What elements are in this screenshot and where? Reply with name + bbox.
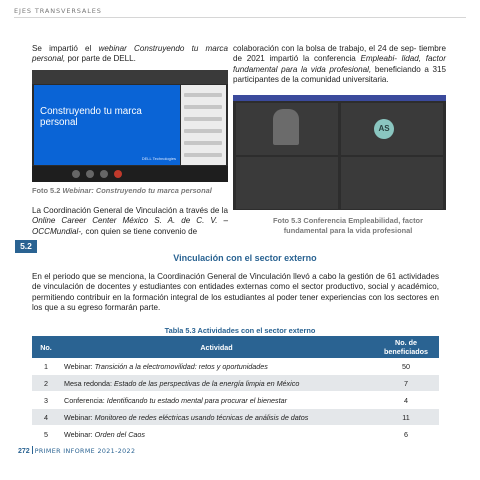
activity-name: Orden del Caos — [94, 429, 145, 439]
beneficiaries-count: 50 — [373, 358, 439, 375]
para-text: colaboración con la bolsa de trabajo, el 24 de sep- tiembre de 2021 impartió la conferencia — [233, 44, 446, 64]
table-row — [32, 358, 439, 375]
table-row — [32, 409, 439, 426]
row-number: 2 — [32, 375, 60, 392]
mic-icon — [72, 170, 80, 178]
para-emphasis: webinar Construyendo tu marca personal, — [32, 44, 228, 64]
activity-name: Monitoreo de redes eléctricas usando técnicas de análisis de datos — [94, 412, 309, 422]
row-number: 1 — [32, 358, 60, 375]
camera-icon — [86, 170, 94, 178]
col2-paragraph-1 — [233, 44, 446, 85]
activity-cell — [60, 358, 373, 375]
activity-type: Mesa redonda: — [64, 378, 112, 388]
row-number: 5 — [32, 426, 60, 443]
caption-line: Foto 5.3 Conferencia Empleabilidad, factor — [273, 216, 423, 225]
activities-table — [32, 336, 439, 443]
para-text: Se impartió el — [32, 44, 99, 53]
header-divider — [14, 17, 466, 18]
beneficiaries-count: 4 — [373, 392, 439, 409]
activity-name: Estado de las perspectivas de la energía limpia en México — [113, 378, 300, 388]
participant-row — [184, 93, 222, 97]
beneficiaries-count: 11 — [373, 409, 439, 426]
share-icon — [100, 170, 108, 178]
photo-webinar-dell — [32, 70, 228, 182]
slide-title: Construyendo tu marca personal — [40, 106, 142, 128]
activity-cell — [60, 426, 373, 443]
table-row — [32, 426, 439, 443]
participant-row — [184, 129, 222, 133]
para-text: La Coordinación General de Vinculación a través de la — [32, 206, 228, 215]
photo-caption-5-3 — [258, 216, 438, 235]
para-emphasis: Empleabi- lidad, factor fundamental para la vida profesional, — [233, 54, 446, 74]
hangup-icon — [114, 170, 122, 178]
activity-name: Identificando tu estado mental para procurar el bienestar — [106, 395, 287, 405]
participants-panel — [181, 85, 226, 165]
activity-type: Webinar: — [64, 429, 93, 439]
activity-type: Conferencia: — [64, 395, 105, 405]
body-paragraph: En el periodo que se menciona, la Coordinación General de Vinculación llevó a cabo la gestión de 61 actividades de vinculación de docentes y estudiantes con entidades externas como el sector productivo, social y académico, permitiendo contribuir en la formación integral de los estudiantes al poder tener experiencias con los sectores en los que a su egreso formarán parte. — [32, 272, 439, 312]
beneficiaries-count: 6 — [373, 426, 439, 443]
col1-paragraph-1 — [32, 44, 228, 65]
col1-paragraph-2 — [32, 206, 228, 237]
caption-line: fundamental para la vida profesional — [283, 225, 413, 235]
meeting-toolbar — [32, 70, 228, 84]
section-header: EJES TRANSVERSALES — [14, 7, 102, 15]
participant-row — [184, 153, 222, 157]
table-row — [32, 392, 439, 409]
table-row — [32, 375, 439, 392]
activity-cell — [60, 392, 373, 409]
para-text: beneficiando a 315 participantes de la comunidad universitaria. — [233, 64, 447, 84]
column-header: No. de beneficiados — [384, 338, 428, 356]
page-footer — [18, 446, 135, 455]
caption-label: Foto 5.2 — [32, 186, 61, 195]
para-text: por parte de DELL. — [65, 54, 136, 64]
participant-row — [184, 117, 222, 121]
participant-photo — [273, 109, 299, 145]
video-tile — [236, 157, 338, 209]
photo-conference-empleabilidad — [233, 95, 446, 210]
footer-divider — [32, 446, 33, 454]
activity-type: Webinar: — [64, 412, 93, 422]
table-header-row — [32, 336, 439, 358]
activity-type: Webinar: — [64, 361, 93, 371]
para-emphasis: Online Career Center México S. A. de C. V. –OCCMundial-, — [32, 216, 228, 236]
column-header: Actividad — [200, 342, 233, 352]
participant-row — [184, 105, 222, 109]
section-number-badge: 5.2 — [15, 240, 37, 253]
slide-footer: DELL Technologies — [141, 156, 176, 161]
participant-row — [184, 141, 222, 145]
beneficiaries-count: 7 — [373, 375, 439, 392]
row-number: 4 — [32, 409, 60, 426]
row-number: 3 — [32, 392, 60, 409]
avatar: AS — [374, 119, 394, 139]
section-title: Vinculación con el sector externo — [173, 253, 317, 263]
meeting-banner — [233, 95, 446, 101]
para-text: con quien se tiene convenio de — [83, 226, 198, 236]
activity-cell — [60, 375, 373, 392]
column-header: No. — [40, 342, 52, 352]
activity-cell — [60, 409, 373, 426]
video-tile — [341, 157, 443, 209]
table-title: Tabla 5.3 Actividades con el sector externo — [164, 326, 316, 335]
caption-text: Webinar: Construyendo tu marca personal — [60, 186, 212, 195]
report-title: PRIMER INFORME 2021-2022 — [34, 448, 136, 455]
activity-name: Transición a la electromovilidad: retos y oportunidades — [94, 361, 268, 371]
meeting-controls-bar — [32, 166, 228, 182]
page-number: 272 — [18, 448, 30, 455]
photo-caption-5-2 — [32, 186, 212, 195]
